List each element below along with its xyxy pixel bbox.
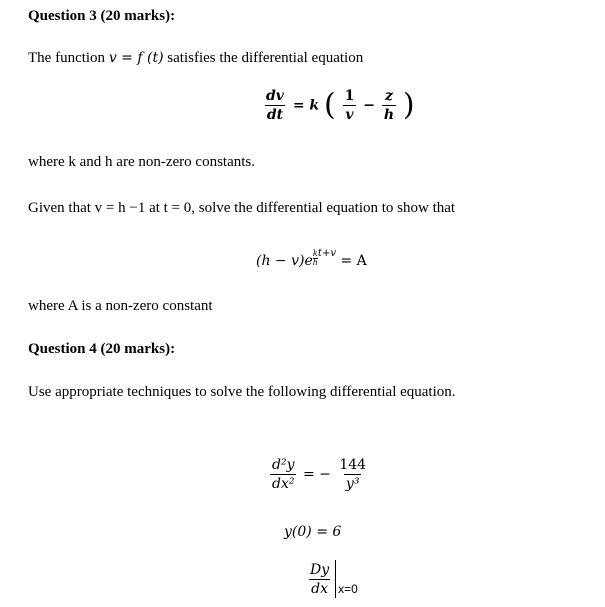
d2y-dx2-fraction	[270, 457, 296, 492]
q3-intro-function: v = f (t)	[108, 50, 164, 66]
minus-sign: −	[363, 97, 375, 114]
evaluation-bar-icon	[335, 560, 336, 598]
q3-differential-equation	[262, 88, 415, 123]
exp-k: k	[312, 249, 318, 258]
dy-dx-fraction	[308, 562, 331, 597]
q4-initial-condition-2	[306, 560, 358, 598]
dx2-denominator: dx²	[272, 476, 295, 492]
q3-a-text: where A is a non-zero constant	[28, 298, 213, 314]
exponent-rest: t+v	[317, 248, 336, 259]
x-equals-0-subscript: x=0	[338, 582, 358, 596]
q4-instruction: Use appropriate techniques to solve the following differential equation.	[28, 384, 456, 400]
q3-intro	[28, 50, 363, 67]
y3-denominator: y³	[345, 476, 360, 492]
right-paren-icon: )	[402, 87, 415, 123]
q3-intro-text-1: The function	[28, 50, 109, 66]
q3-given-text: Given that v = h −1 at t = 0, solve the differential equation to show that	[28, 200, 456, 216]
144-over-y3-fraction	[337, 457, 368, 492]
question-3-heading: Question 3 (20 marks):	[28, 8, 176, 24]
dv-numerator: dv	[266, 88, 284, 104]
q3-intro-text-2: satisfies the differential equation	[163, 50, 364, 66]
dy-numerator: Dy	[310, 561, 330, 578]
one-over-v-fraction	[343, 88, 357, 123]
equals-minus: = −	[302, 466, 331, 483]
question-4-heading: Question 4 (20 marks):	[28, 341, 176, 357]
q4-differential-equation	[268, 457, 370, 492]
dv-dt-fraction	[264, 88, 286, 123]
144-numerator: 144	[339, 457, 367, 473]
left-paren-icon: (	[324, 87, 336, 123]
h-denominator: h	[383, 107, 395, 123]
q3-result-equation	[256, 248, 367, 269]
exp-h: h	[312, 258, 318, 267]
result-rhs: = A	[340, 253, 367, 269]
v-denominator: v	[345, 107, 354, 123]
dx-denominator: dx	[311, 580, 328, 597]
q4-initial-condition-1: y(0) = 6	[284, 524, 342, 540]
result-lhs: (h − v)e	[256, 253, 313, 269]
z-over-h-fraction	[382, 88, 396, 123]
d2y-numerator: d²y	[272, 457, 295, 473]
one-numerator: 1	[344, 88, 355, 104]
equals-k: = k	[292, 97, 320, 114]
q3-constants-text: where k and h are non-zero constants.	[28, 154, 255, 170]
dt-denominator: dt	[266, 107, 284, 123]
z-numerator: z	[384, 88, 393, 104]
